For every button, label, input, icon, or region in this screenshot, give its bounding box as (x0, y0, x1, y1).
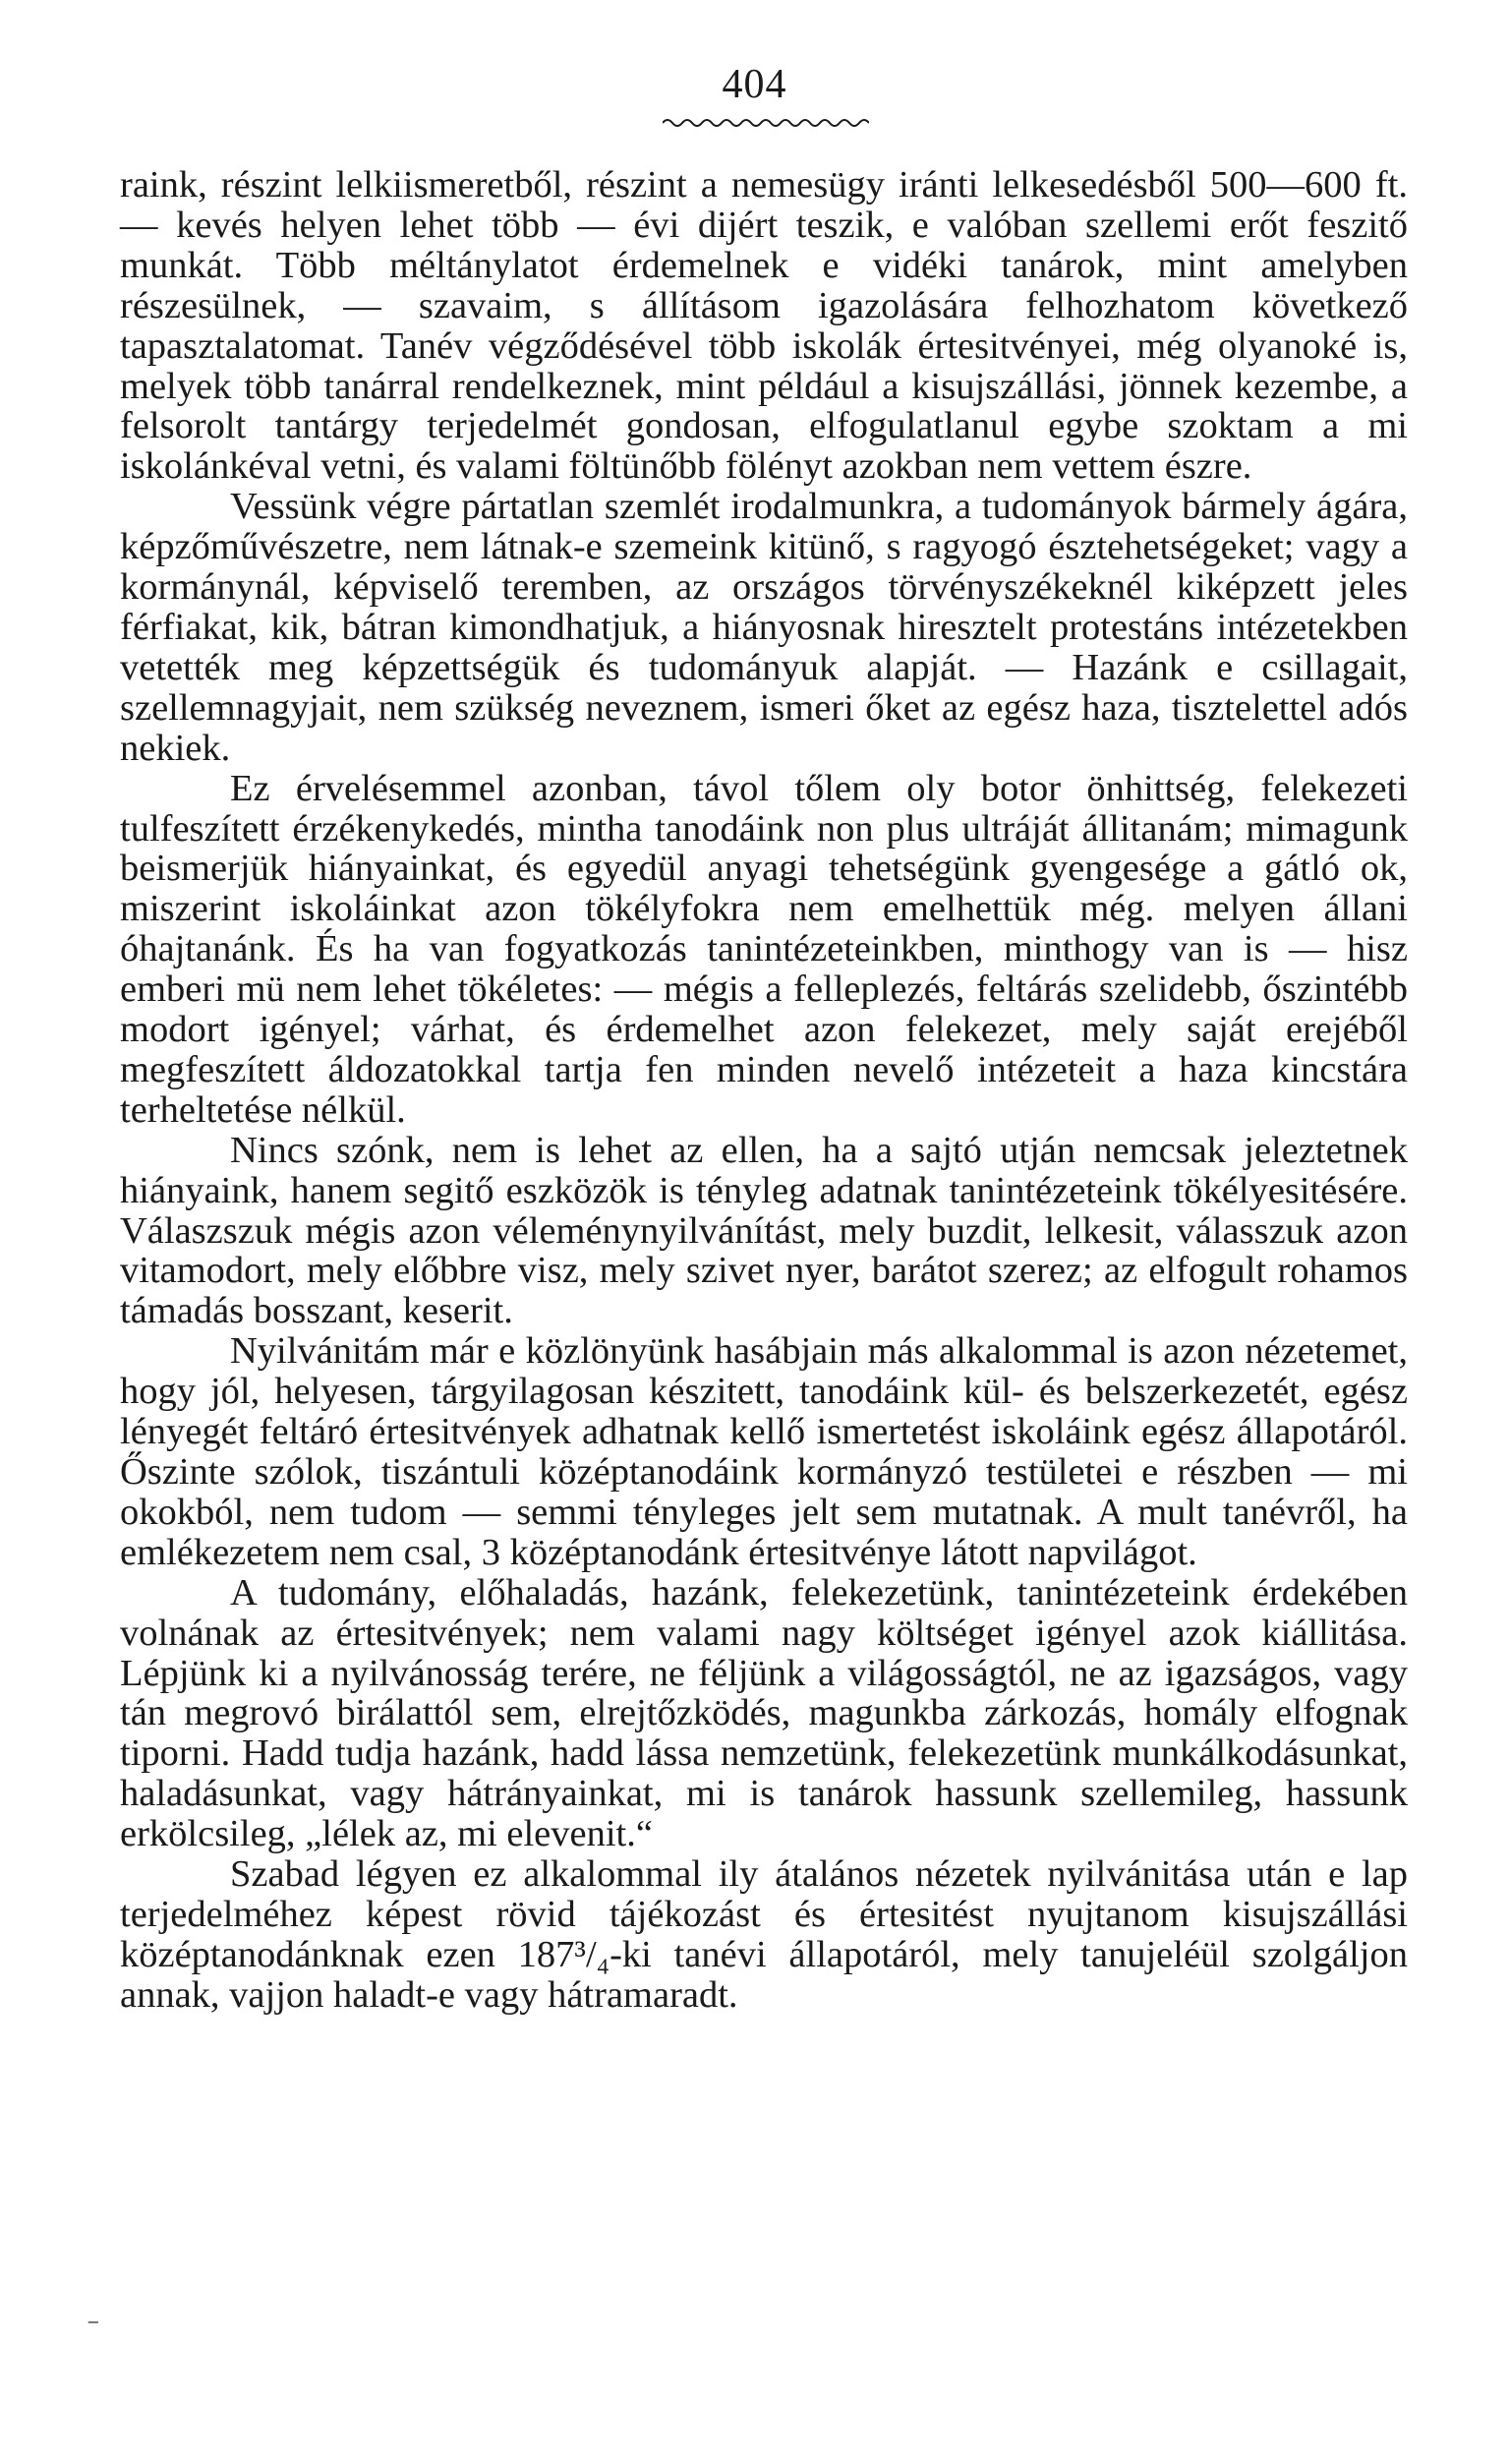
wavy-rule-ornament (663, 116, 869, 130)
paragraph-6: A tudomány, előhaladás, hazánk, felekezetünk, tanintézeteink érdekében volnának az értesitvények; nem valami nagy költséget igényel azok kiállitása. Lépjünk ki a nyilvánosság terére, ne féljünk a világosságtól, ne az igazságos, vagy tán megrovó birálattól sem, elrejtőzködés, magunkba zárkozás, homály elfognak tiporni. Hadd tudja hazánk, hadd lássa nemzetünk, felekezetünk munkálkodásunkat, haladásunkat, vagy hátrányainkat, mi is tanárok hassunk szellemileg, hassunk erkölcsileg, „lélek az, mi elevenit.“ (120, 1571, 1408, 1855)
paragraph-4: Nincs szónk, nem is lehet az ellen, ha a sajtó utján nemcsak jeleztetnek hiányaink, hanem segitő eszközök is tényleg adatnak tanintézeteink tökélyesitésére. Válaszszuk mégis azon véleménynyilvánítást, mely buzdit, lelkesit, válasszuk azon vitamodort, mely előbbre visz, mely szivet nyer, barátot szerez; az elfogult rohamos támadás bosszant, keserit. (120, 1129, 1408, 1332)
page-number: 404 (722, 62, 787, 107)
paragraph-7: Szabad légyen ez alkalommal ily átalános nézetek nyilvánitása után e lap terjedelméhez képest rövid tájékozást és értesitést nyujtanom kisujszállási középtanodánknak ezen 187³/₄-ki tanévi állapotáról, mely tanujeléül szolgáljon annak, vajjon haladt-e vagy hátramaradt. (120, 1853, 1408, 2016)
paragraph-5: Nyilvánitám már e közlönyünk hasábjain más alkalommal is azon nézetemet, hogy jól, helyesen, tárgyilagosan készitett, tanodáink kül- és belszerkezetét, egész lényegét feltáró értesitvények adhatnak kellő ismertetést iskoláink egész állapotáról. Őszinte szólok, tiszántuli középtanodáink kormányzó testületei e részben — mi okokból, nem tudom — semmi tényleges jelt sem mutatnak. A mult tanévről, ha emlékezetem nem csal, 3 középtanodánk értesitvénye látott napvilágot. (120, 1330, 1408, 1573)
paragraph-2: Vessünk végre pártatlan szemlét irodalmunkra, a tudományok bármely ágára, képzőművészetre, nem látnak-e szemeink kitünő, s ragyogó észtehetségeket; vagy a kormánynál, képviselő teremben, az országos törvényszékeknél kiképzett jeles férfiakat, kik, bátran kimondhatjuk, a hiányosnak hiresztelt protestáns intézetekben vetették meg képzettségük és tudományuk alapját. — Hazánk e csillagait, szellemnagyjait, nem szükség neveznem, ismeri őket az egész haza, tisztelettel adós nekiek. (120, 486, 1408, 769)
margin-mark: ⁻ (87, 2313, 100, 2341)
article-body (120, 165, 1408, 2016)
paragraph-3: Ez érvelésemmel azonban, távol tőlem oly botor önhittség, felekezeti tulfeszített érzékenykedés, mintha tanodáink non plus ultráját állitanám; mimagunk beismerjük hiányainkat, és egyedül anyagi tehetségünk gyengesége a gátló ok, miszerint iskoláinkat azon tökélyfokra nem emelhettük még. melyen állani óhajtanánk. És ha van fogyatkozás tanintézeteinkben, minthogy van is — hisz emberi mü nem lehet tökéletes: — mégis a felleplezés, feltárás szelidebb, őszintébb modort igényel; várhat, és érdemelhet azon felekezet, mely saját erejéből megfeszített áldozatokkal tartja fen minden nevelő intézeteit a haza kincstára terheltetése nélkül. (120, 767, 1408, 1131)
paragraph-1: raink, részint lelkiismeretből, részint a nemesügy iránti lelkesedésből 500—600 ft. — kevés helyen lehet több — évi dijért teszik, e valóban szellemi erőt feszitő munkát. Több méltánylatot érdemelnek e vidéki tanárok, mint amelyben részesülnek, — szavaim, s állításom igazolására felhozhatom következő tapasztalatomat. Tanév végződésével több iskolák értesitvényei, még olyanoké is, melyek több tanárral rendelkeznek, mint például a kisujszállási, jönnek kezembe, a felsorolt tantárgy terjedelmét gondosan, elfogulatlanul egybe szoktam a mi iskolánkéval vetni, és valami föltünőbb fölényt azokban nem vettem észre. (120, 164, 1408, 488)
